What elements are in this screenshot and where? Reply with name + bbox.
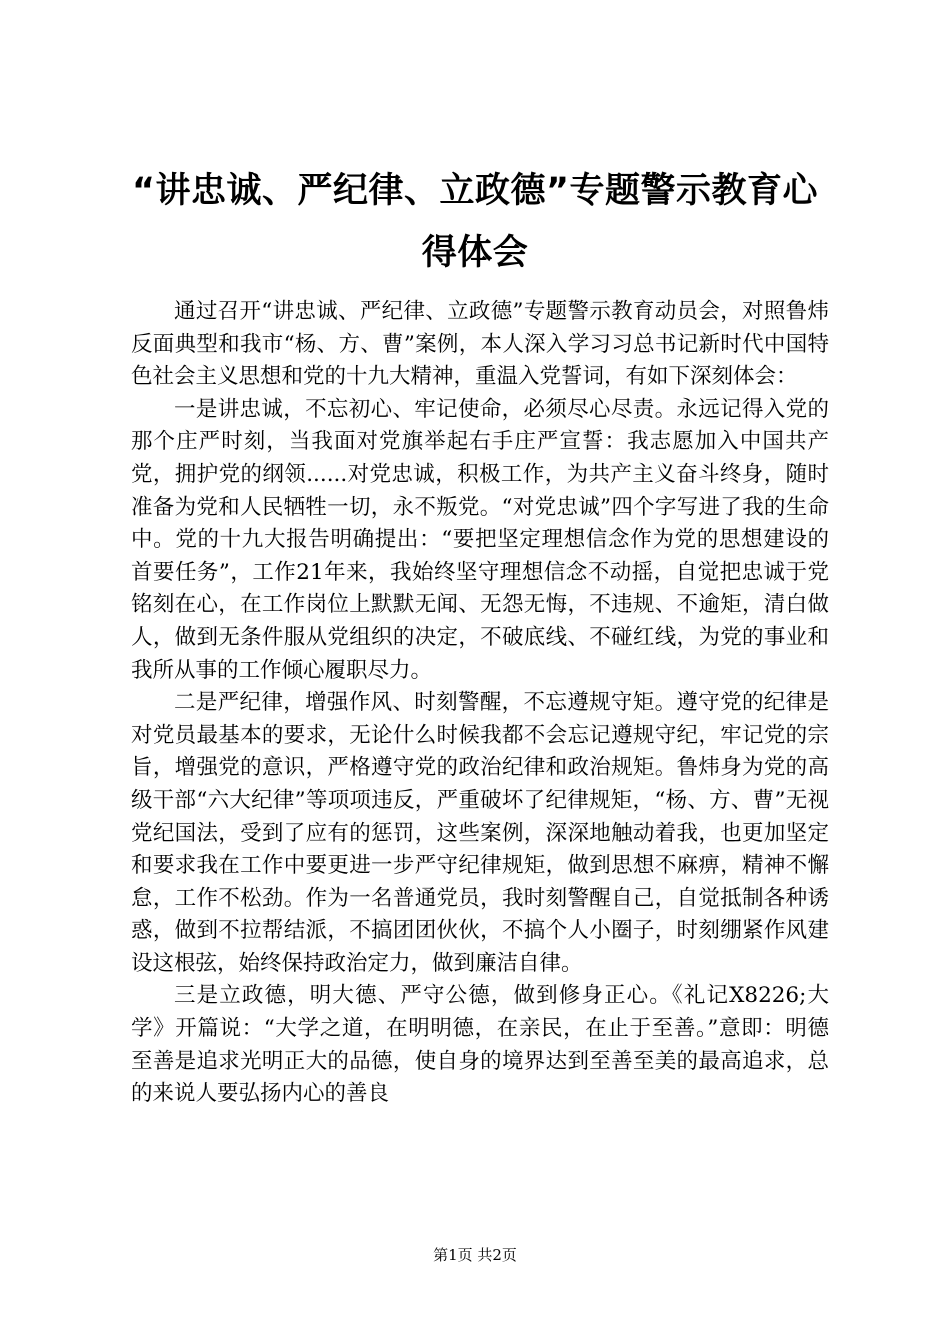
paragraph-discipline: 二是严纪律，增强作风、时刻警醒，不忘遵规守矩。遵守党的纪律是对党员最基本的要求，无论什么时候我都不会忘记遵规守纪，牢记党的宗旨，增强党的意识，严格遵守党的政治纪律和政治规矩。鲁炜身为党的高级干部“六大纪律”等项项违反，严重破坏了纪律规矩，“杨、方、曹”无视党纪国法，受到了应有的惩罚，这些案例，深深地触动着我，也更加坚定和要求我在工作中要更进一步严守纪律规矩，做到思想不麻痹，精神不懈怠，工作不松劲。作为一名普通党员，我时刻警醒自己，自觉抵制各种诱惑，做到不拉帮结派，不搞团团伙伙，不搞个人小圈子，时刻绷紧作风建设这根弦，始终保持政治定力，做到廉洁自律。: [131, 690, 829, 976]
paragraph-intro: 通过召开“讲忠诚、严纪律、立政德”专题警示教育动员会，对照鲁炜反面典型和我市“杨、方、曹”案例，本人深入学习习总书记新时代中国特色社会主义思想和党的十九大精神，重温入党誓词，有如下深刻体会：: [131, 299, 829, 390]
paragraph-loyalty: 一是讲忠诚，不忘初心、牢记使命，必须尽心尽责。永远记得入党的那个庄严时刻，当我面对党旗举起右手庄严宣誓：我志愿加入中国共产党，拥护党的纲领......对党忠诚，积极工作，为共产主义奋斗终身，随时准备为党和人民牺牲一切，永不叛党。“对党忠诚”四个字写进了我的生命中。党的十九大报告明确提出：“要把坚定理想信念作为党的思想建设的首要任务”，工作21年来，我始终坚守理想信念不动摇，自觉把忠诚于党铭刻在心，在工作岗位上默默无闻、无怨无悔，不违规、不逾矩，清白做人，做到无条件服从党组织的决定，不破底线、不碰红线，为党的事业和我所从事的工作倾心履职尽力。: [131, 396, 829, 683]
page-footer: 第1页 共2页: [433, 1246, 517, 1264]
document-body: [131, 296, 829, 1111]
paragraph-virtue: 三是立政德，明大德、严守公德，做到修身正心。《礼记X8226;大学》开篇说：“大学之道，在明明德，在亲民，在止于至善。”意即：明德至善是追求光明正大的品德，使自身的境界达到至善至美的最高追求，总的来说人要弘扬内心的善良: [131, 983, 829, 1107]
document-title: “讲忠诚、严纪律、立政德”专题警示教育心得体会: [131, 171, 818, 273]
